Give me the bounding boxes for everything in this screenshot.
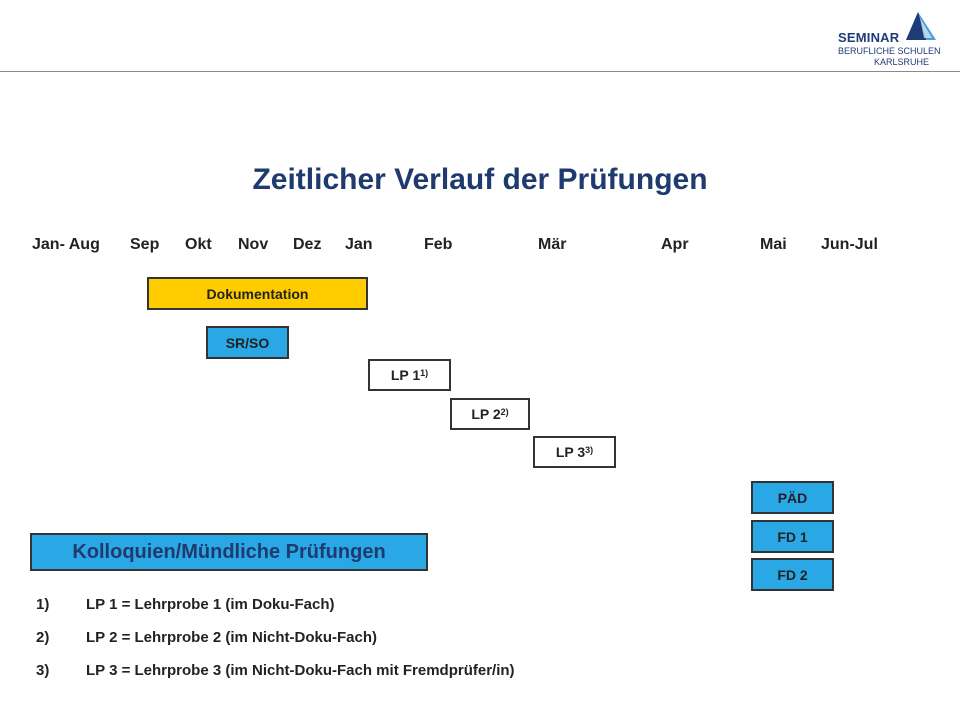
phase-lp2-label: LP 2 [471,406,501,422]
header-divider [0,71,960,72]
phase-lp2-note: 2) [500,407,509,417]
page-title: Zeitlicher Verlauf der Prüfungen [252,163,708,196]
seminar-logo [838,10,941,67]
phase-dokumentation: Dokumentation [147,277,368,310]
logo-line2: BERUFLICHE SCHULEN [838,46,941,56]
footnote-text: LP 3 = Lehrprobe 3 (im Nicht-Doku-Fach mit Fremdprüfer/in) [86,662,515,679]
month-label: Feb [424,236,453,253]
logo-line1: SEMINAR [838,30,900,45]
footnote-number: 3) [36,662,50,679]
footnote-text: LP 2 = Lehrprobe 2 (im Nicht-Doku-Fach) [86,629,378,646]
month-label: Nov [238,236,269,253]
phase-lp1 [368,359,451,391]
month-label: Sep [130,236,160,253]
phase-lp2 [450,398,530,430]
month-label: Mai [760,236,787,253]
phase-paed: PÄD [751,481,834,514]
month-label: Jun-Jul [821,236,878,253]
phase-lp1-note: 1) [420,368,429,378]
footnote-number: 1) [36,596,50,613]
month-label: Dez [293,236,322,253]
month-label: Jan- Aug [32,236,100,253]
footnote-text: LP 1 = Lehrprobe 1 (im Doku-Fach) [86,596,335,613]
footnote-number: 2) [36,629,50,646]
month-label: Okt [185,236,212,253]
logo-line3: KARLSRUHE [873,57,929,67]
phase-srso: SR/SO [206,326,289,359]
phase-fd1: FD 1 [751,520,834,553]
phase-lp1-label: LP 1 [390,367,421,383]
phase-lp3-label: LP 3 [555,444,586,460]
month-label: Apr [661,236,689,253]
phase-lp3-note: 3) [585,445,594,455]
month-label: Mär [538,236,567,253]
month-label: Jan [345,236,373,253]
phase-lp3 [533,436,616,468]
kolloquien-box: Kolloquien/Mündliche Prüfungen [30,533,428,571]
phase-fd2: FD 2 [751,558,834,591]
